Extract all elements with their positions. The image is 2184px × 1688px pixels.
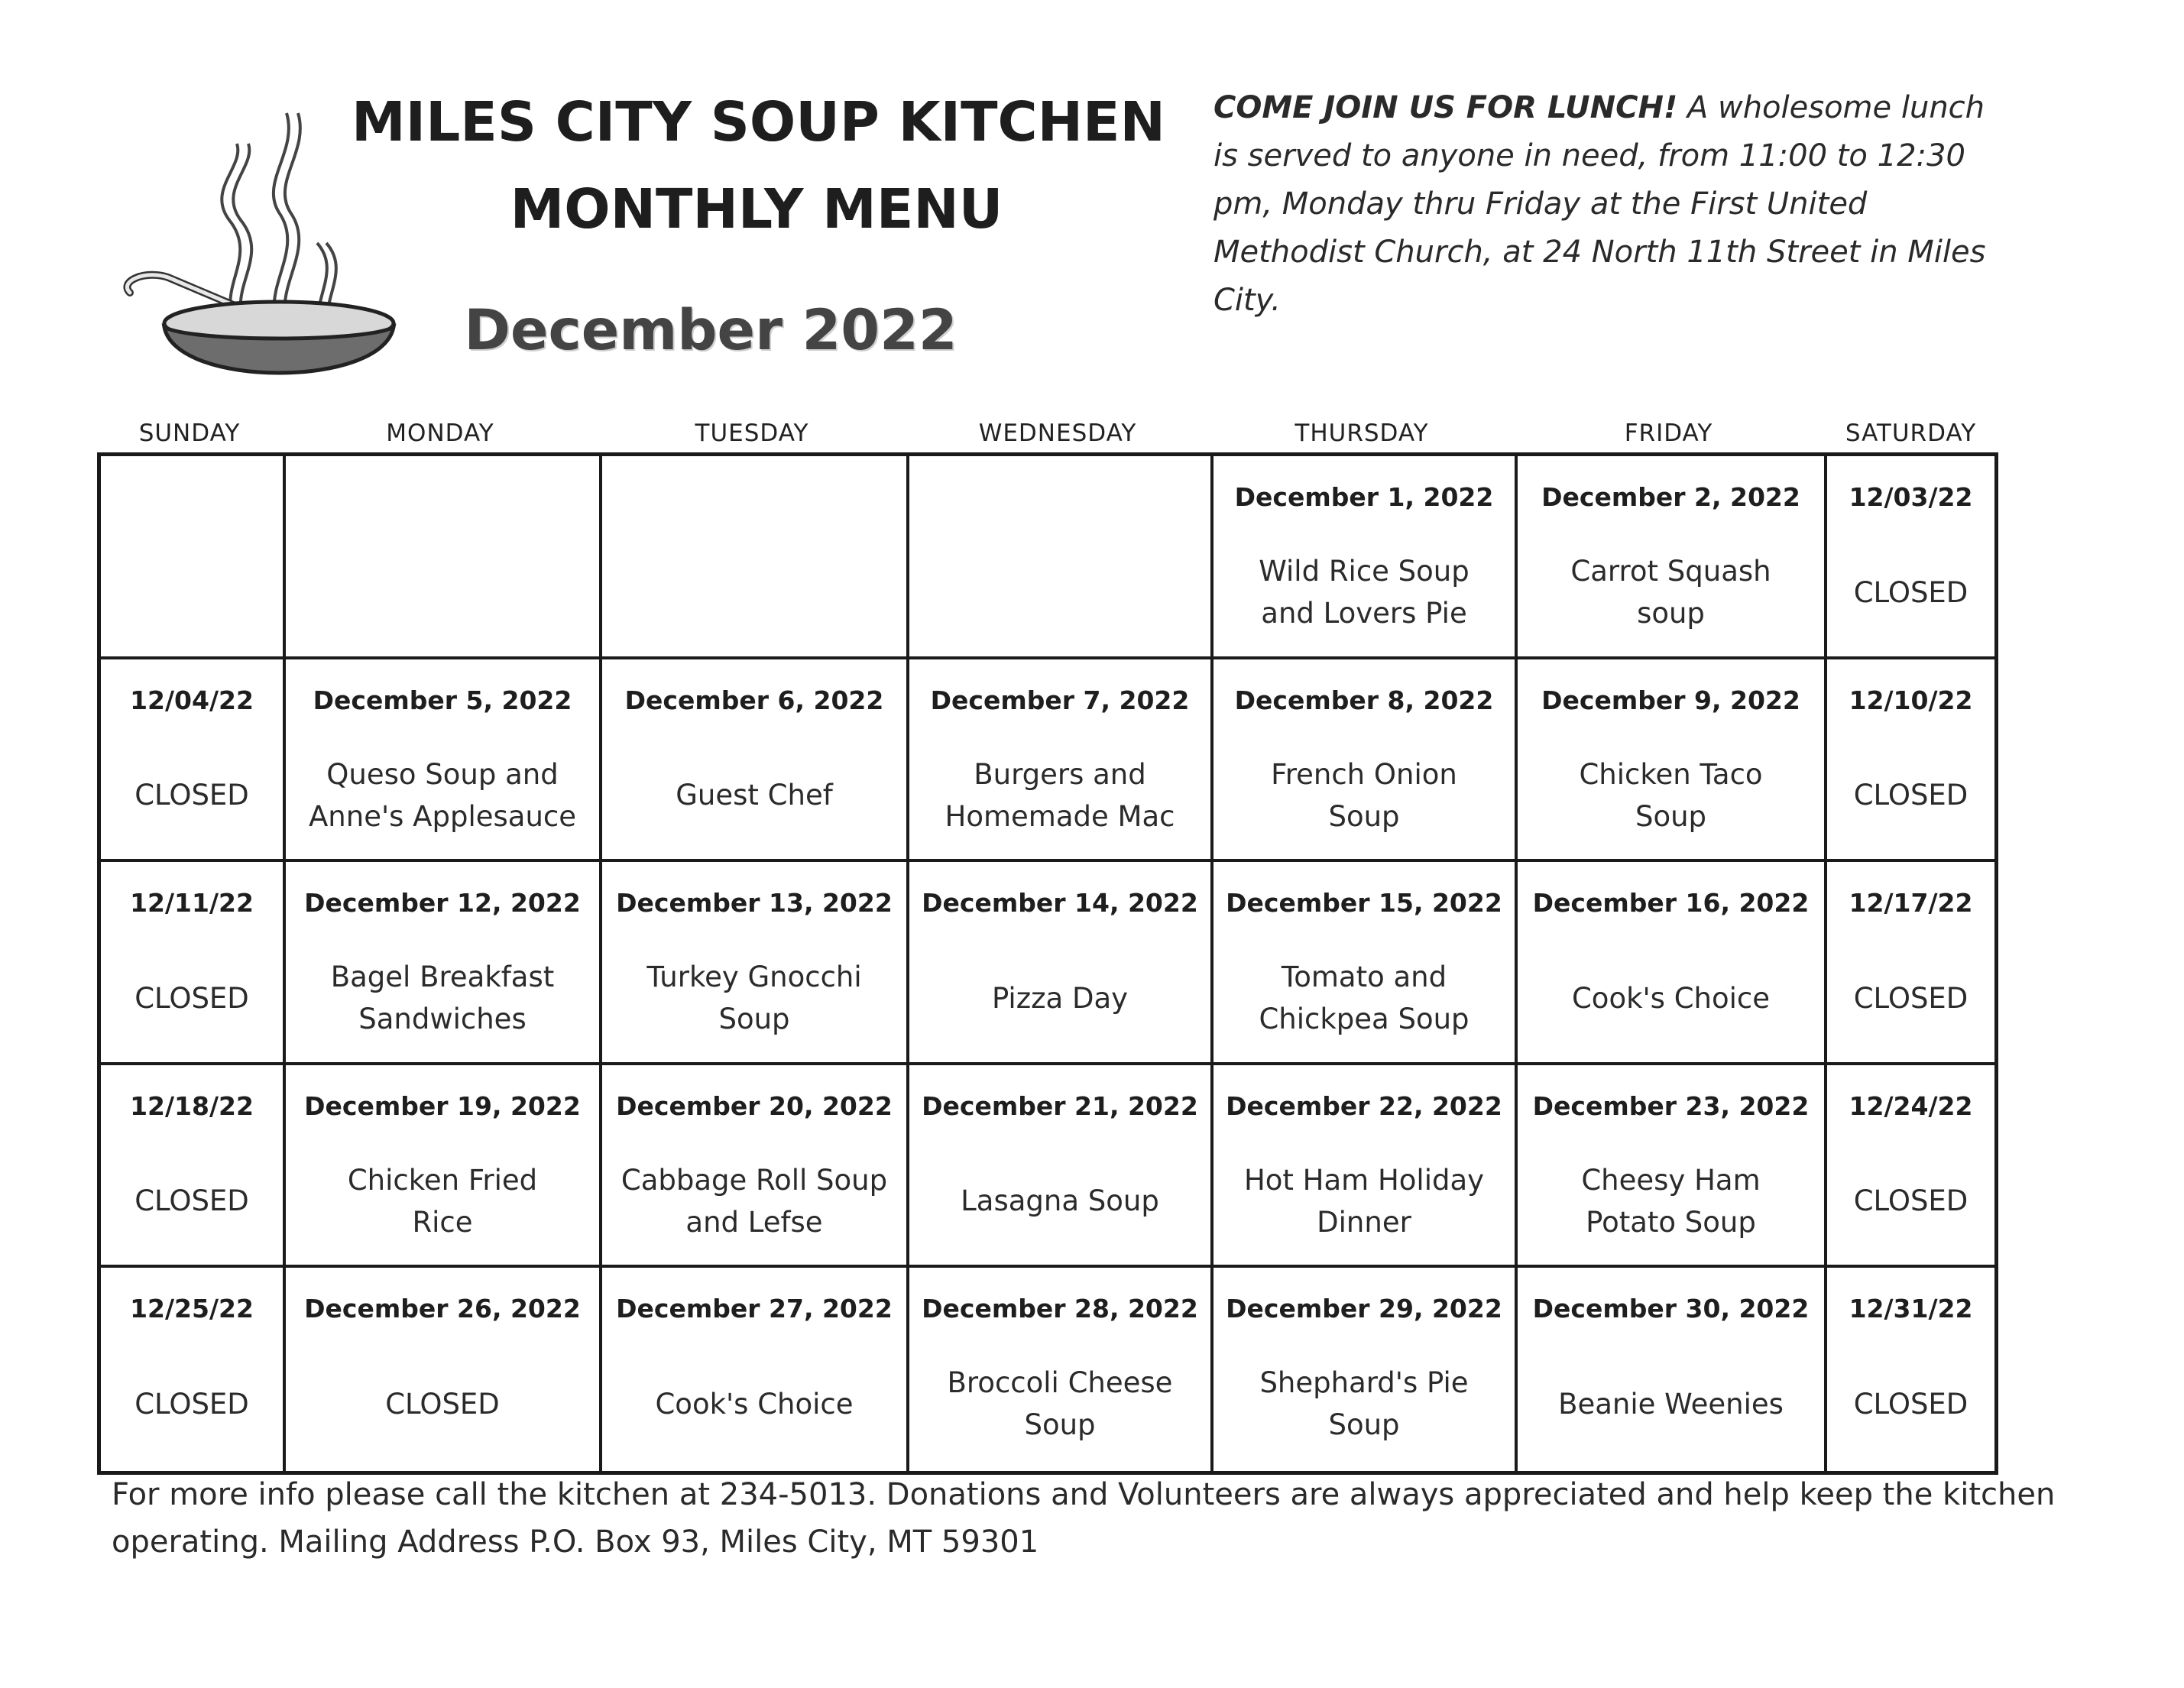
calendar-cell	[1518, 862, 1827, 1065]
cell-date: December 14, 2022	[922, 888, 1198, 919]
footer-contact-info: For more info please call the kitchen at 234-5013. Donations and Volunteers are always appreciated and help keep the kitchen operating. Mailing Address P.O. Box 93, Miles City, MT 59301	[112, 1477, 2056, 1560]
cell-meal	[611, 546, 897, 638]
calendar-cell	[286, 659, 602, 863]
cell-meal	[110, 546, 274, 638]
calendar-cell	[602, 659, 909, 863]
cell-meal: CLOSED	[1853, 1387, 1969, 1421]
calendar-cell	[286, 862, 602, 1065]
calendar-cell	[101, 659, 286, 863]
calendar-cell	[909, 1065, 1214, 1268]
calendar-cell	[909, 456, 1214, 659]
calendar-cell	[101, 862, 286, 1065]
page-title-line-2: MONTHLY MENU	[510, 177, 1003, 241]
cell-meal: French Onion Soup	[1271, 757, 1457, 833]
day-header-saturday: SATURDAY	[1845, 420, 1977, 447]
cell-meal: Burgers and Homemade Mac	[945, 757, 1175, 833]
cell-meal: CLOSED	[1853, 981, 1969, 1015]
cell-date: 12/11/22	[130, 888, 254, 919]
cell-meal: Chicken Taco Soup	[1579, 757, 1763, 833]
cell-date: December 21, 2022	[922, 1090, 1198, 1121]
cell-date: 12/18/22	[130, 1090, 254, 1121]
cell-meal: CLOSED	[134, 1387, 249, 1421]
calendar-cell	[1214, 862, 1518, 1065]
calendar-cell	[1827, 659, 1994, 863]
cell-meal: Pizza Day	[991, 981, 1129, 1015]
cell-meal: CLOSED	[134, 981, 249, 1015]
cell-date: December 5, 2022	[313, 685, 572, 715]
calendar-cell	[1214, 1065, 1518, 1268]
cell-date: December 26, 2022	[304, 1294, 581, 1324]
calendar-cell	[1827, 1268, 1994, 1471]
cell-date: December 19, 2022	[304, 1090, 581, 1121]
month-heading: December 2022	[464, 298, 958, 363]
calendar-cell	[1214, 659, 1518, 863]
invitation-body: A wholesome lunch is served to anyone in need, from 11:00 to 12:30 pm, Monday thru Friday at the First United Methodist Church, at 24 North 11th Street in Miles City.	[1214, 90, 1986, 318]
cell-date: December 9, 2022	[1541, 685, 1800, 715]
cell-meal	[295, 546, 590, 638]
cell-meal: Queso Soup and Anne's Applesauce	[308, 757, 577, 833]
calendar-cell	[602, 456, 909, 659]
cell-meal: CLOSED	[134, 1184, 249, 1218]
cell-meal: Turkey Gnocchi Soup	[646, 961, 862, 1036]
calendar-cell	[1518, 456, 1827, 659]
cell-date: 12/03/22	[1849, 482, 1973, 512]
calendar-cell	[1518, 1268, 1827, 1471]
day-header-wednesday: WEDNESDAY	[978, 420, 1137, 447]
weekday-header-row	[97, 414, 1998, 452]
cell-date: December 29, 2022	[1226, 1294, 1502, 1324]
menu-calendar	[97, 452, 1998, 1475]
calendar-cell	[1827, 1065, 1994, 1268]
cell-meal: CLOSED	[134, 779, 249, 812]
calendar-cell	[1214, 456, 1518, 659]
calendar-cell	[602, 1268, 909, 1471]
cell-meal: CLOSED	[385, 1387, 500, 1421]
calendar-cell	[1827, 456, 1994, 659]
cell-meal: Shephard's Pie Soup	[1259, 1366, 1469, 1442]
cell-meal	[919, 546, 1201, 638]
cell-meal: Carrot Squash soup	[1570, 555, 1771, 630]
cell-meal: Chicken Fried Rice	[347, 1163, 538, 1239]
calendar-cell	[286, 456, 602, 659]
calendar-cell	[286, 1268, 602, 1471]
cell-meal: Broccoli Cheese Soup	[947, 1366, 1173, 1442]
cell-date: 12/10/22	[1849, 685, 1973, 715]
cell-meal: CLOSED	[1853, 1184, 1969, 1218]
cell-date: December 7, 2022	[930, 685, 1190, 715]
cell-meal: Cook's Choice	[1571, 981, 1771, 1015]
cell-date: December 6, 2022	[624, 685, 884, 715]
invitation-lead: COME JOIN US FOR LUNCH!	[1214, 90, 1678, 125]
cell-date: 12/31/22	[1849, 1294, 1973, 1324]
cell-date: December 22, 2022	[1226, 1090, 1502, 1121]
cell-date: December 15, 2022	[1226, 888, 1502, 919]
calendar-cell	[909, 1268, 1214, 1471]
cell-date: December 16, 2022	[1532, 888, 1810, 919]
calendar-cell	[602, 1065, 909, 1268]
page-title-line-1: MILES CITY SOUP KITCHEN	[352, 90, 1165, 154]
day-header-thursday: THURSDAY	[1295, 420, 1429, 447]
cell-date: 12/17/22	[1849, 888, 1973, 919]
cell-meal: Cheesy Ham Potato Soup	[1581, 1163, 1761, 1239]
calendar-cell	[1518, 1065, 1827, 1268]
cell-date: 12/24/22	[1849, 1090, 1973, 1121]
cell-meal: Guest Chef	[676, 779, 833, 812]
calendar-cell	[101, 456, 286, 659]
cell-meal: CLOSED	[1853, 779, 1969, 812]
cell-date: December 27, 2022	[616, 1294, 893, 1324]
cell-meal: Tomato and Chickpea Soup	[1259, 961, 1470, 1036]
day-header-sunday: SUNDAY	[138, 420, 241, 447]
cell-meal: Cook's Choice	[655, 1387, 854, 1421]
calendar-cell	[602, 862, 909, 1065]
lunch-invitation	[1214, 84, 1993, 325]
cell-meal: Bagel Breakfast Sandwiches	[330, 961, 555, 1036]
calendar-cell	[1214, 1268, 1518, 1471]
cell-date: 12/04/22	[130, 685, 254, 715]
cell-date: December 12, 2022	[304, 888, 581, 919]
cell-date: December 28, 2022	[922, 1294, 1198, 1324]
cell-date: 12/25/22	[130, 1294, 254, 1324]
cell-meal: Beanie Weenies	[1558, 1387, 1784, 1421]
cell-meal: Wild Rice Soup and Lovers Pie	[1259, 555, 1470, 630]
calendar-cell	[1827, 862, 1994, 1065]
cell-date: December 1, 2022	[1234, 482, 1494, 512]
cell-date: December 8, 2022	[1234, 685, 1494, 715]
day-header-friday: FRIDAY	[1624, 420, 1713, 447]
cell-date: December 30, 2022	[1532, 1294, 1810, 1324]
calendar-cell	[101, 1268, 286, 1471]
calendar-cell	[101, 1065, 286, 1268]
calendar-cell	[1518, 659, 1827, 863]
cell-meal: Lasagna Soup	[961, 1184, 1159, 1218]
day-header-tuesday: TUESDAY	[695, 420, 809, 447]
calendar-cell	[909, 659, 1214, 863]
cell-date: December 20, 2022	[616, 1090, 893, 1121]
calendar-cell	[909, 862, 1214, 1065]
cell-meal: Hot Ham Holiday Dinner	[1243, 1163, 1485, 1239]
cell-date: December 23, 2022	[1532, 1090, 1810, 1121]
day-header-monday: MONDAY	[386, 420, 494, 447]
cell-date: December 13, 2022	[616, 888, 893, 919]
cell-date: December 2, 2022	[1541, 482, 1800, 512]
calendar-cell	[286, 1065, 602, 1268]
cell-meal: Cabbage Roll Soup and Lefse	[621, 1163, 888, 1239]
cell-meal: CLOSED	[1853, 575, 1969, 609]
